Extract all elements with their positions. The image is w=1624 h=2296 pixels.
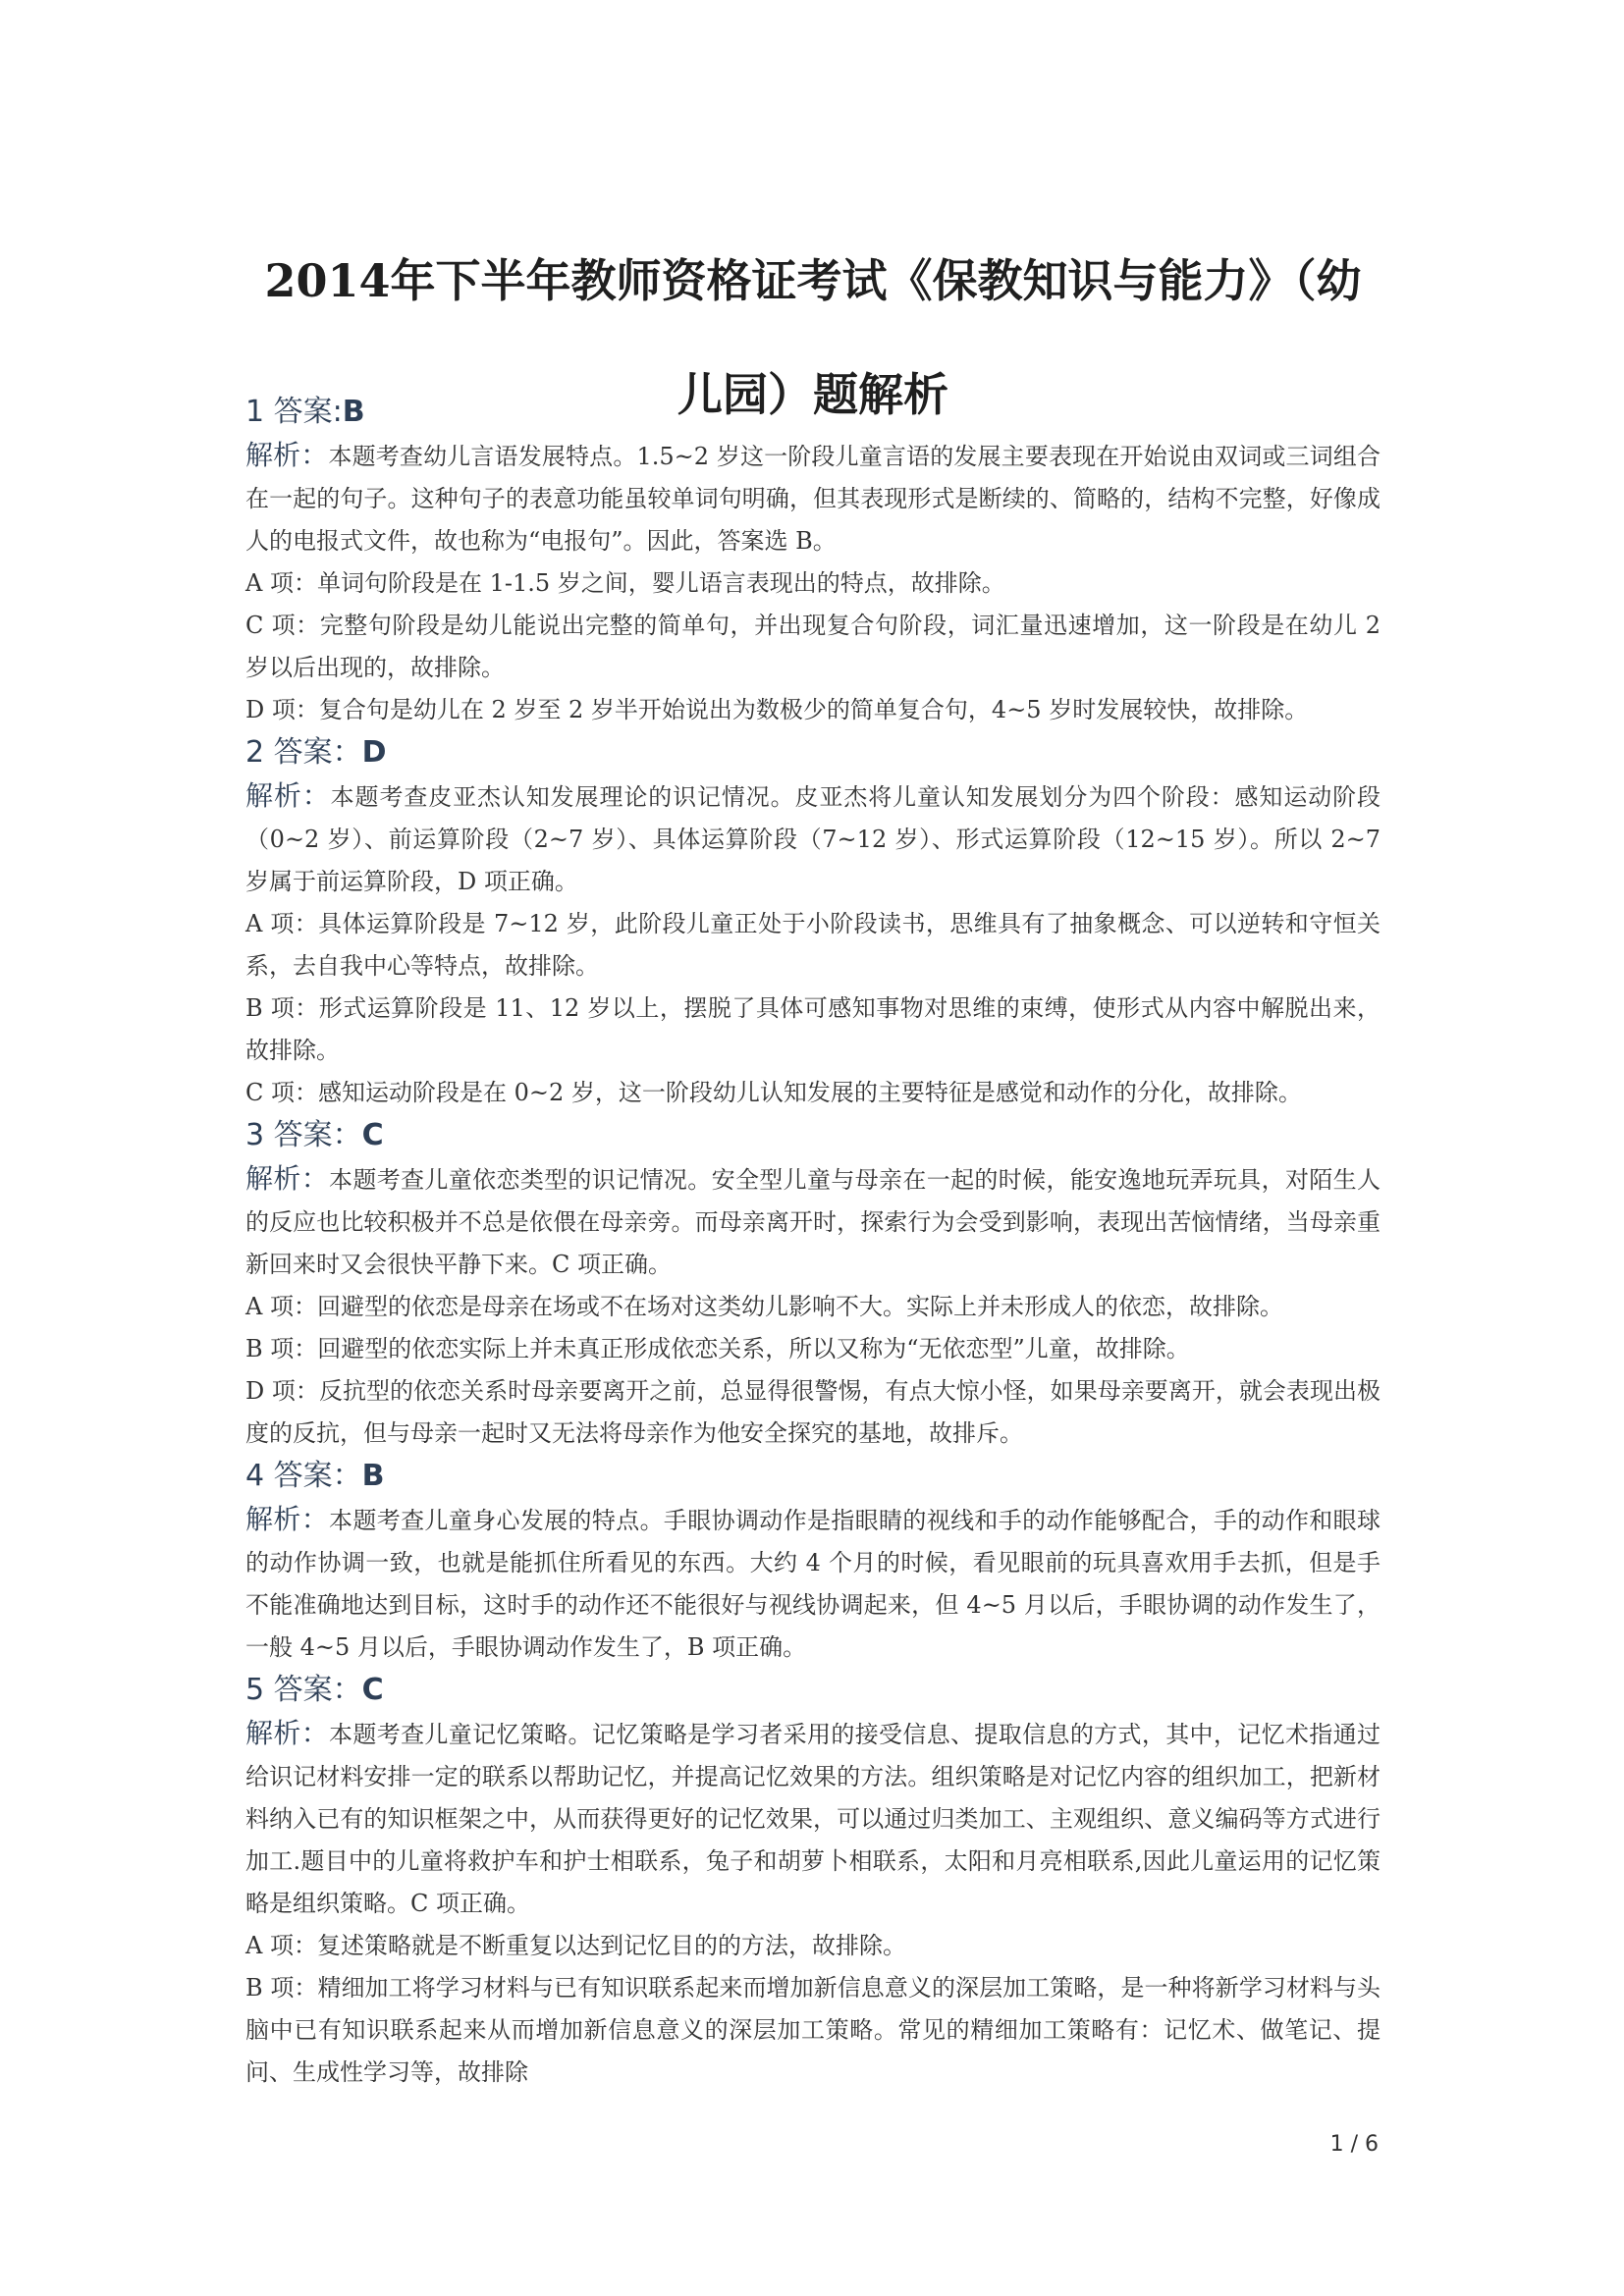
answer-letter: C xyxy=(361,1673,384,1707)
analysis-text: 本题考查儿童身心发展的特点。手眼协调动作是指眼睛的视线和手的动作能够配合，手的动作和眼球的动作协调一致，也就是能抓住所看见的东西。大约 4 个月的时候，看见眼前的玩具喜欢用手去抓，但是手不能准确地达到目标，这时手的动作还不能很好与视线协调起来，但 4~5 月以后，手眼协调的动作发生了，一般 4~5 月以后，手眼协调动作发生了，B 项正确。 xyxy=(245,1507,1380,1661)
question-block xyxy=(245,1455,1380,1669)
option-explanation: C 项：感知运动阶段是在 0~2 岁，这一阶段幼儿认知发展的主要特征是感觉和动作的分化，故排除。 xyxy=(245,1079,1302,1106)
answer-letter: C xyxy=(361,1118,384,1152)
option-explanation: A 项：具体运算阶段是 7~12 岁，此阶段儿童正处于小阶段读书，思维具有了抽象概念、可以逆转和守恒关系，去自我中心等特点，故排除。 xyxy=(245,910,1380,980)
analysis-label: 解析： xyxy=(245,1717,330,1749)
question-number-label: 5 答案： xyxy=(245,1673,362,1707)
analysis-paragraph xyxy=(245,434,1380,562)
question-heading xyxy=(245,1455,1380,1498)
question-block xyxy=(245,1669,1380,2094)
analysis-text: 本题考查皮亚杰认知发展理论的识记情况。皮亚杰将儿童认知发展划分为四个阶段：感知运动阶段（0~2 岁）、前运算阶段（2~7 岁）、具体运算阶段（7~12 岁）、形式运算阶段（12~15 岁）。所以 2~7 岁属于前运算阶段，D 项正确。 xyxy=(245,783,1380,895)
answer-letter: B xyxy=(361,1459,385,1493)
option-explanation: A 项：复述策略就是不断重复以达到记忆目的的方法，故排除。 xyxy=(245,1932,906,1959)
analysis-paragraph xyxy=(245,774,1380,903)
option-explanation: B 项：回避型的依恋实际上并未真正形成依恋关系，所以又称为“无依恋型”儿童，故排除。 xyxy=(245,1335,1190,1362)
document-body xyxy=(245,391,1380,2094)
answer-letter: D xyxy=(361,735,387,770)
document-title: 2014年下半年教师资格证考试《保教知识与能力》（幼儿园）题解析 xyxy=(264,254,1362,421)
question-block xyxy=(245,1114,1380,1455)
analysis-text: 本题考查儿童依恋类型的识记情况。安全型儿童与母亲在一起的时候，能安逸地玩弄玩具，对陌生人的反应也比较积极并不总是依偎在母亲旁。而母亲离开时，探索行为会受到影响，表现出苦恼情绪，当母亲重新回来时又会很快平静下来。C 项正确。 xyxy=(245,1166,1380,1278)
analysis-paragraph xyxy=(245,1498,1380,1669)
option-explanation: A 项：回避型的依恋是母亲在场或不在场对这类幼儿影响不大。实际上并未形成人的依恋，故排除。 xyxy=(245,1293,1283,1320)
option-explanation: A 项：单词句阶段是在 1-1.5 岁之间，婴儿语言表现出的特点，故排除。 xyxy=(245,569,1005,597)
option-explanation: C 项：完整句阶段是幼儿能说出完整的简单句，并出现复合句阶段，词汇量迅速增加，这一阶段是在幼儿 2 岁以后出现的，故排除。 xyxy=(245,612,1380,681)
analysis-label: 解析： xyxy=(245,779,331,812)
analysis-paragraph xyxy=(245,1712,1380,1925)
analysis-label: 解析： xyxy=(245,1162,330,1195)
question-number-label: 2 答案： xyxy=(245,735,362,770)
page-number: 1 / 6 xyxy=(1329,2132,1379,2157)
analysis-text: 本题考查幼儿言语发展特点。1.5~2 岁这一阶段儿童言语的发展主要表现在开始说由双词或三词组合在一起的句子。这种句子的表意功能虽较单词句明确，但其表现形式是断续的、简略的，结构不完整，好像成人的电报式文件，故也称为“电报句”。因此，答案选 B。 xyxy=(245,443,1380,555)
option-explanation: B 项：精细加工将学习材料与已有知识联系起来而增加新信息意义的深层加工策略，是一种将新学习材料与头脑中已有知识联系起来从而增加新信息意义的深层加工策略。常见的精细加工策略有：记忆术、做笔记、提问、生成性学习等，故排除 xyxy=(245,1974,1380,2086)
question-number-label: 3 答案： xyxy=(245,1118,362,1152)
option-explanation: B 项：形式运算阶段是 11、12 岁以上，摆脱了具体可感知事物对思维的束缚，使形式从内容中解脱出来，故排除。 xyxy=(245,994,1380,1064)
question-block xyxy=(245,731,1380,1114)
answer-letter: B xyxy=(342,395,365,429)
question-block xyxy=(245,391,1380,731)
analysis-label: 解析： xyxy=(245,1503,330,1535)
question-heading xyxy=(245,1669,1380,1712)
analysis-text: 本题考查儿童记忆策略。记忆策略是学习者采用的接受信息、提取信息的方式，其中，记忆术指通过给识记材料安排一定的联系以帮助记忆，并提高记忆效果的方法。组织策略是对记忆内容的组织加工，把新材料纳入已有的知识框架之中，从而获得更好的记忆效果，可以通过归类加工、主观组织、意义编码等方式进行加工.题目中的儿童将救护车和护士相联系，兔子和胡萝卜相联系，太阳和月亮相联系,因此儿童运用的记忆策略是组织策略。C 项正确。 xyxy=(245,1721,1380,1917)
option-explanation: D 项：复合句是幼儿在 2 岁至 2 岁半开始说出为数极少的简单复合句，4~5 岁时发展较快，故排除。 xyxy=(245,696,1309,723)
question-heading xyxy=(245,731,1380,774)
question-heading xyxy=(245,1114,1380,1157)
question-number-label: 4 答案： xyxy=(245,1459,362,1493)
option-explanation: D 项：反抗型的依恋关系时母亲要离开之前，总显得很警惕，有点大惊小怪，如果母亲要离开，就会表现出极度的反抗，但与母亲一起时又无法将母亲作为他安全探究的基地，故排斥。 xyxy=(245,1377,1380,1447)
question-heading xyxy=(245,391,1380,434)
question-number-label: 1 答案: xyxy=(245,395,343,429)
analysis-paragraph xyxy=(245,1157,1380,1286)
analysis-label: 解析： xyxy=(245,439,329,471)
